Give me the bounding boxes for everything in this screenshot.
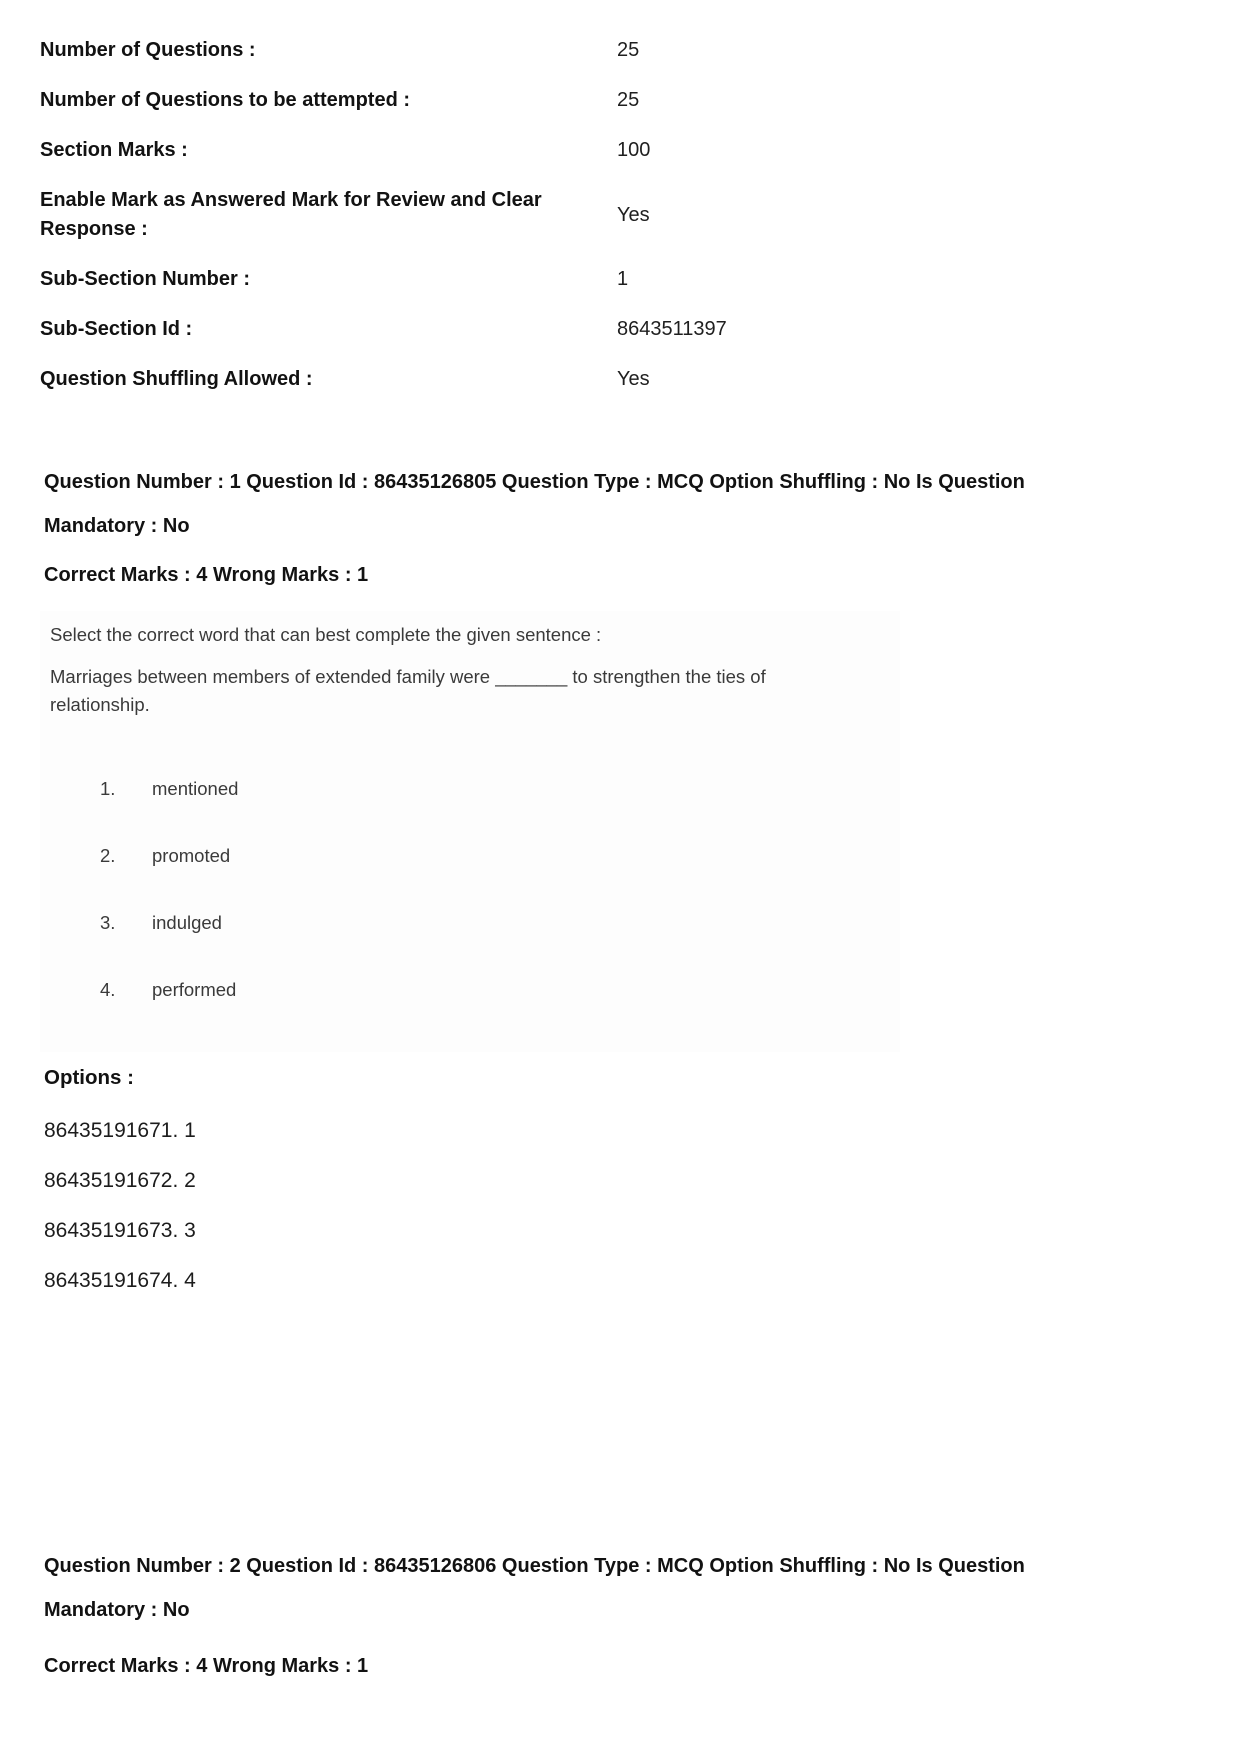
meta-label: Section Marks : xyxy=(40,139,188,161)
question-block-1 xyxy=(44,460,1200,1306)
choice-text: promoted xyxy=(152,845,231,867)
meta-row-question-shuffling-allowed xyxy=(40,365,1200,394)
meta-row-sub-section-number xyxy=(40,265,1200,294)
choice-number: 4. xyxy=(100,979,116,1001)
meta-label: Sub-Section Id : xyxy=(40,318,193,340)
option-id-3: 86435191673. 3 xyxy=(44,1219,196,1243)
choice-text: performed xyxy=(152,979,237,1001)
choice-text: mentioned xyxy=(152,778,239,800)
question-block-2 xyxy=(44,1544,1200,1688)
meta-value: 25 xyxy=(617,39,640,61)
meta-value: 100 xyxy=(617,139,651,161)
option-id-4: 86435191674. 4 xyxy=(44,1269,196,1293)
meta-label: Question Shuffling Allowed : xyxy=(40,368,313,390)
meta-label: Number of Questions to be attempted : xyxy=(40,89,411,111)
choice-3 xyxy=(100,912,900,934)
meta-value: Yes xyxy=(617,203,650,226)
choice-2 xyxy=(100,845,900,867)
options-label: Options : xyxy=(44,1066,134,1090)
question-1-marks: Correct Marks : 4 Wrong Marks : 1 xyxy=(44,564,369,586)
meta-label: Sub-Section Number : xyxy=(40,268,251,290)
meta-value: 8643511397 xyxy=(617,318,727,340)
question-1-choices xyxy=(50,778,900,1001)
meta-row-enable-mark-as-answered xyxy=(40,186,1200,244)
option-id-2: 86435191672. 2 xyxy=(44,1169,196,1193)
question-1-header: Question Number : 1 Question Id : 86435126805 Question Type : MCQ Option Shuffling : No Is Question Mandatory : No xyxy=(44,471,1025,537)
question-1-prompt: Select the correct word that can best complete the given sentence : xyxy=(50,624,602,645)
meta-row-number-of-questions xyxy=(40,36,1200,65)
meta-row-sub-section-id xyxy=(40,315,1200,344)
meta-value: 1 xyxy=(617,268,629,290)
exam-paper-page xyxy=(40,36,1200,1688)
question-2-marks: Correct Marks : 4 Wrong Marks : 1 xyxy=(44,1655,369,1678)
choice-1 xyxy=(100,778,900,800)
meta-label: Number of Questions : xyxy=(40,39,256,61)
meta-label: Enable Mark as Answered Mark for Review and Clear Response : xyxy=(40,189,542,240)
choice-number: 1. xyxy=(100,778,116,800)
question-1-sentence: Marriages between members of extended family were _______ to strengthen the ties of relationship. xyxy=(50,665,766,716)
choice-4 xyxy=(100,979,900,1001)
meta-row-section-marks xyxy=(40,136,1200,165)
meta-value: Yes xyxy=(617,368,650,390)
question-2-header: Question Number : 2 Question Id : 86435126806 Question Type : MCQ Option Shuffling : No Is Question Mandatory : No xyxy=(44,1555,1025,1622)
choice-number: 2. xyxy=(100,845,116,867)
choice-number: 3. xyxy=(100,912,116,934)
meta-value: 25 xyxy=(617,89,640,111)
meta-row-questions-to-be-attempted xyxy=(40,86,1200,115)
choice-text: indulged xyxy=(152,912,222,934)
option-id-1: 86435191671. 1 xyxy=(44,1119,196,1143)
section-info-table xyxy=(40,36,1200,394)
question-1-content-image xyxy=(40,611,900,1052)
